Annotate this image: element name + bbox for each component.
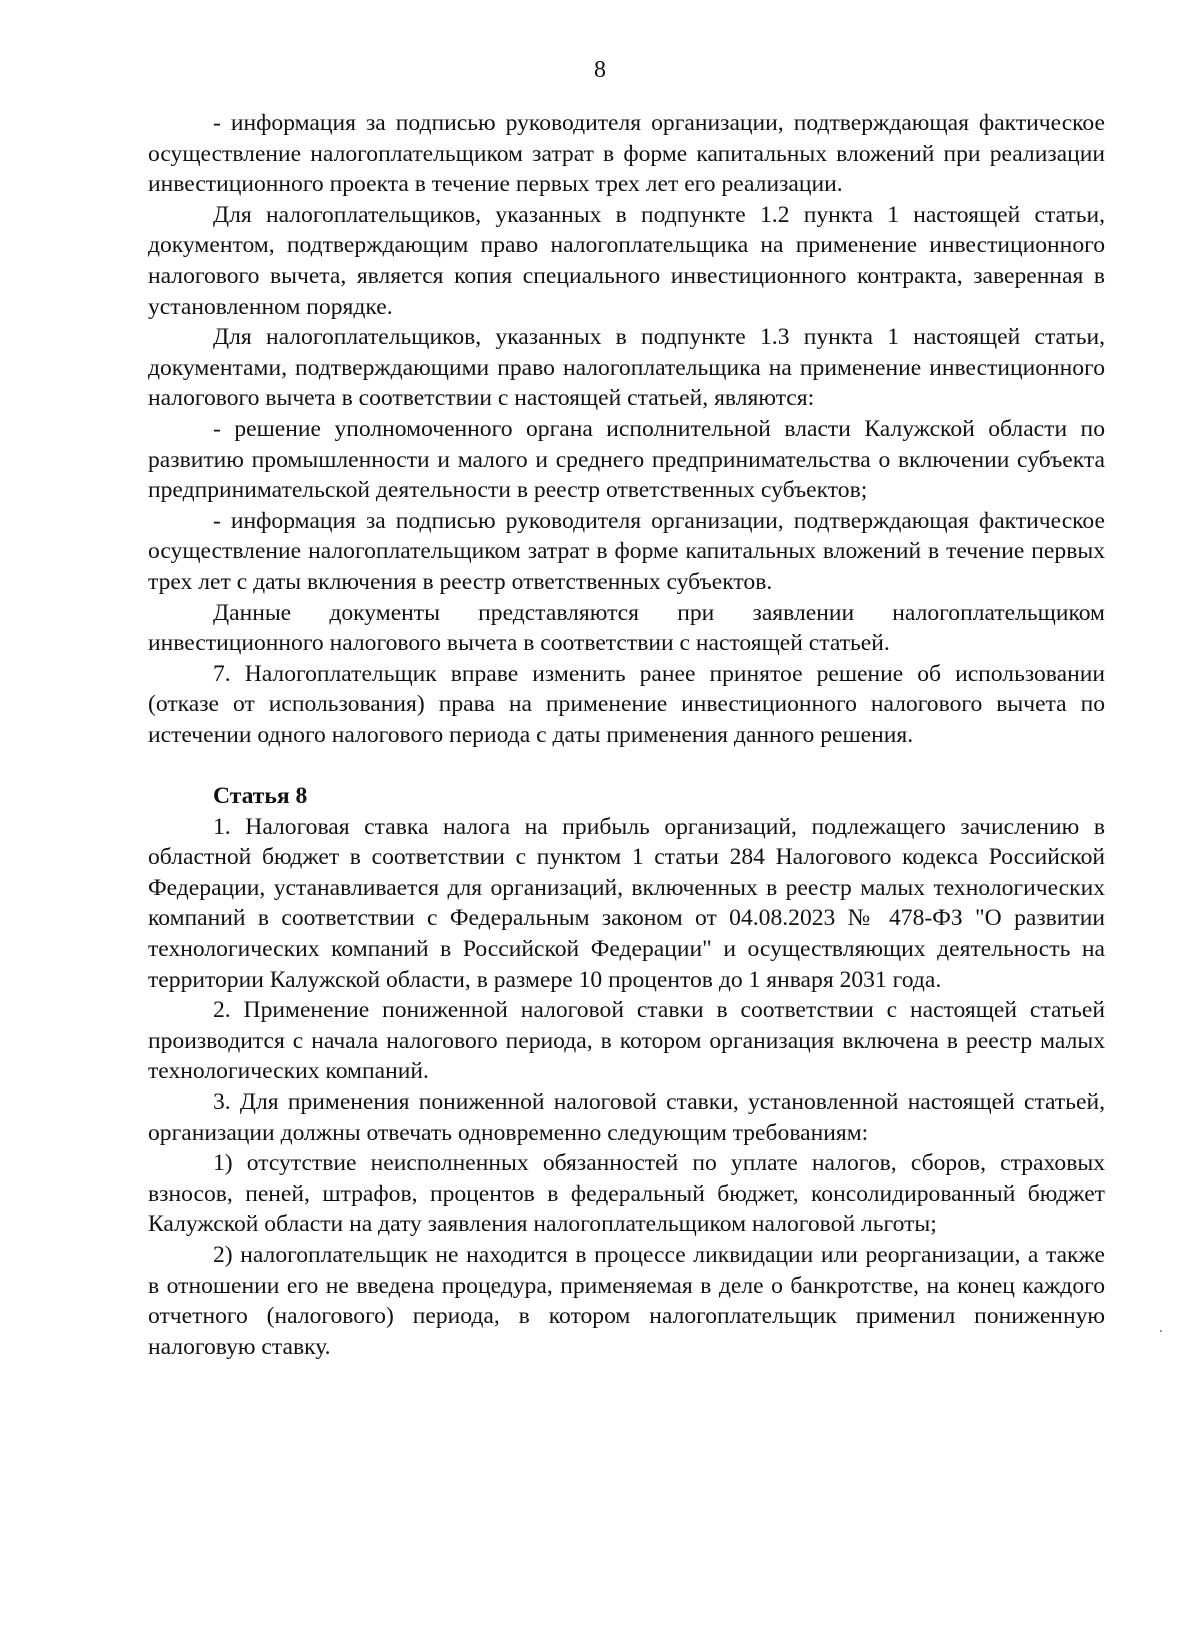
paragraph: 7. Налогоплательщик вправе изменить ранее принятое решение об использовании (отказе от использования) права на применение инвестиционного налогового вычета по истечении одного налогового периода с даты применения данного решения.: [148, 660, 1105, 748]
paragraph: - информация за подписью руководителя организации, подтверждающая фактическое осуществление налогоплательщиком затрат в форме капитальных вложений при реализации инвестиционного проекта в течение первых трех лет его реализации.: [148, 110, 1105, 198]
paragraph: - информация за подписью руководителя организации, подтверждающая фактическое осуществление налогоплательщиком затрат в форме капитальных вложений в течение первых трех лет с даты включения в реестр ответственных субъектов.: [148, 507, 1105, 595]
paragraph: Для налогоплательщиков, указанных в подпункте 1.2 пункта 1 настоящей статьи, документом, подтверждающим право налогоплательщика на применение инвестиционного налогового вычета, является копия специального инвестиционного контракта, заверенная в установленном порядке.: [148, 201, 1105, 320]
document-body: [148, 108, 1105, 1362]
paragraph: 2) налогоплательщик не находится в процессе ликвидации или реорганизации, а также в отношении его не введена процедура, применяемая в деле о банкротстве, на конец каждого отчетного (налогового) периода, в котором налогоплательщик применил пониженную налоговую ставку.: [148, 1241, 1105, 1360]
paragraph: 2. Применение пониженной налоговой ставки в соответствии с настоящей статьей производится с начала налогового периода, в котором организация включена в реестр малых технологических компаний.: [148, 997, 1105, 1085]
paragraph: Данные документы представляются при заявлении налогоплательщиком инвестиционного налогового вычета в соответствии с настоящей статьей.: [148, 599, 1105, 657]
paragraph: - решение уполномоченного органа исполнительной власти Калужской области по развитию промышленности и малого и среднего предпринимательства о включении субъекта предпринимательской деятельности в реестр ответственных субъектов;: [148, 415, 1105, 504]
page-number: 8: [594, 57, 606, 83]
scan-speck: [1160, 1330, 1162, 1332]
paragraph: 1) отсутствие неисполненных обязанностей по уплате налогов, сборов, страховых взносов, пеней, штрафов, процентов в федеральный бюджет, консолидированный бюджет Калужской области на дату заявления налогоплательщиком налоговой льготы;: [148, 1150, 1105, 1238]
article-heading: Статья 8: [213, 783, 308, 810]
paragraph: Для налогоплательщиков, указанных в подпункте 1.3 пункта 1 настоящей статьи, документами, подтверждающими право налогоплательщика на применение инвестиционного налогового вычета в соответствии с настоящей статьей, являются:: [148, 324, 1105, 412]
paragraph: 1. Налоговая ставка налога на прибыль организаций, подлежащего зачислению в областной бюджет в соответствии с пунктом 1 статьи 284 Налогового кодекса Российской Федерации, устанавливается для организаций, включенных в реестр малых технологических компаний в соответствии с Федеральным законом от 04.08.2023 № 478-ФЗ "О развитии технологических компаний в Российской Федерации" и осуществляющих деятельность на территории Калужской области, в размере 10 процентов до 1 января 2031 года.: [148, 813, 1105, 993]
paragraph: 3. Для применения пониженной налоговой ставки, установленной настоящей статьей, организации должны отвечать одновременно следующим требованиям:: [148, 1089, 1105, 1146]
